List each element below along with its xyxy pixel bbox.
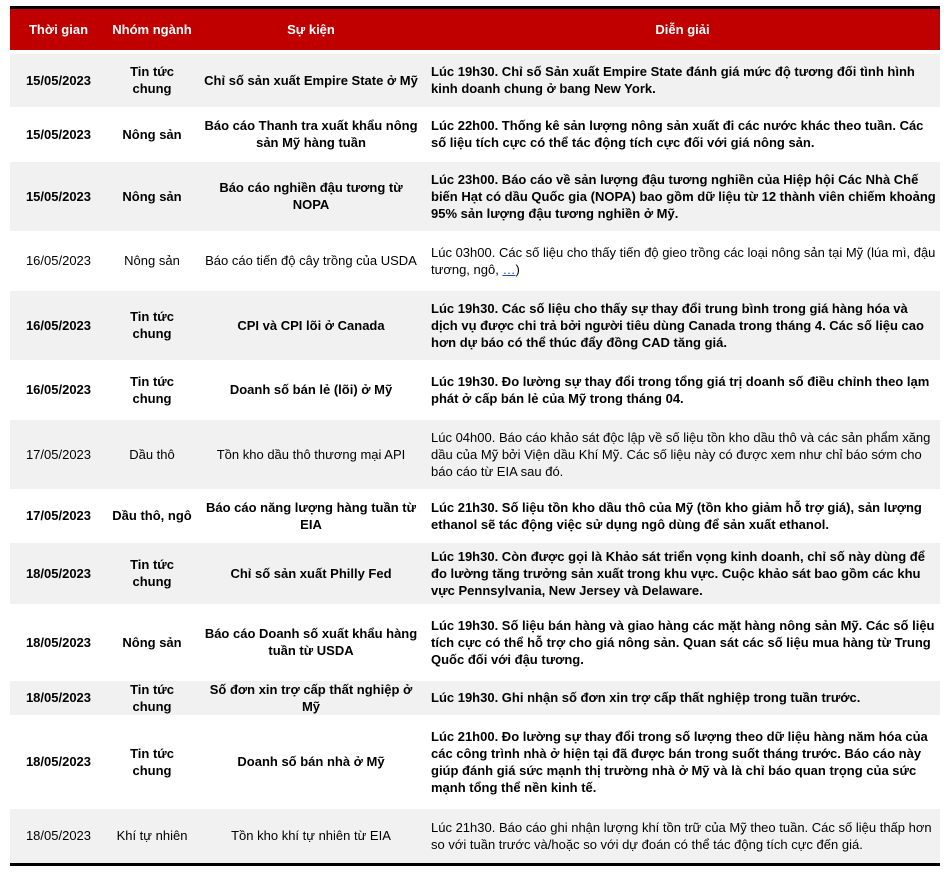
table-row — [10, 289, 940, 362]
row-desc: Lúc 19h30. Còn được gọi là Khảo sát triển vọng kinh doanh, chỉ số này dùng để đo lường tăng trưởng sản xuất trong khu vực. Cuộc khảo sát bao gồm các khu vực Pennsylvania, New Jersey và Delaware. — [425, 541, 940, 606]
table-row — [10, 491, 940, 541]
header-time: Thời gian — [10, 8, 107, 52]
table-header-row — [10, 8, 940, 52]
row-event: Báo cáo tiến độ cây trồng của USDA — [197, 233, 425, 289]
table-row — [10, 418, 940, 491]
row-event: Tồn kho khí tự nhiên từ EIA — [197, 807, 425, 863]
row-event: Tồn kho dầu thô thương mại API — [197, 418, 425, 491]
row-desc — [425, 233, 940, 289]
row-event: Báo cáo Doanh số xuất khẩu hàng tuần từ USDA — [197, 606, 425, 679]
row-date: 18/05/2023 — [10, 717, 107, 807]
row-desc: Lúc 22h00. Thống kê sản lượng nông sản xuất đi các nước khác theo tuần. Các số liệu tích cực có thể tác động tích cực đối với giá nông sản. — [425, 109, 940, 160]
row-group: Khí tự nhiên — [107, 807, 197, 863]
row-event: Số đơn xin trợ cấp thất nghiệp ở Mỹ — [197, 679, 425, 717]
row-desc: Lúc 19h30. Đo lường sự thay đổi trong tổng giá trị doanh số điều chỉnh theo lạm phát ở cấp bán lẻ của Mỹ trong tháng 04. — [425, 362, 940, 418]
row-desc: Lúc 23h00. Báo cáo về sản lượng đậu tương nghiền của Hiệp hội Các Nhà Chế biến Hạt có dầu Quốc gia (NOPA) bao gồm dữ liệu từ 12 thành viên chiếm khoảng 95% sản lượng đậu tương nghiền ở Mỹ. — [425, 160, 940, 233]
row-group: Tin tức chung — [107, 679, 197, 717]
row-event: Báo cáo Thanh tra xuất khẩu nông sản Mỹ hàng tuần — [197, 109, 425, 160]
row-event: Chỉ số sản xuất Empire State ở Mỹ — [197, 52, 425, 109]
row-date: 18/05/2023 — [10, 606, 107, 679]
row-date: 16/05/2023 — [10, 289, 107, 362]
row-date: 16/05/2023 — [10, 233, 107, 289]
header-group: Nhóm ngành — [107, 8, 197, 52]
row-group: Nông sản — [107, 606, 197, 679]
events-table — [10, 6, 940, 863]
row-desc: Lúc 19h30. Các số liệu cho thấy sự thay đổi trung bình trong giá hàng hóa và dịch vụ được chi trả bởi người tiêu dùng Canada trong tháng 4. Các số liệu cao hơn dự báo có thể thúc đẩy đồng CAD tăng giá. — [425, 289, 940, 362]
row-desc: Lúc 21h00. Đo lường sự thay đổi trong số lượng theo dữ liệu hàng năm hóa của các công trình nhà ở hiện tại đã được bán trong suốt tháng trước. Báo cáo này giúp đánh giá sức mạnh thị trường nhà ở Mỹ và là chỉ báo quan trọng của sức mạnh tổng thể nền kinh tế. — [425, 717, 940, 807]
row-event: Doanh số bán lẻ (lõi) ở Mỹ — [197, 362, 425, 418]
table-row — [10, 233, 940, 289]
header-desc: Diễn giải — [425, 8, 940, 52]
row-desc: Lúc 19h30. Chỉ số Sản xuất Empire State đánh giá mức độ tương đối tình hình kinh doanh chung ở bang New York. — [425, 52, 940, 109]
row-event: Chỉ số sản xuất Philly Fed — [197, 541, 425, 606]
row-group: Tin tức chung — [107, 541, 197, 606]
row-date: 17/05/2023 — [10, 418, 107, 491]
row-date: 15/05/2023 — [10, 52, 107, 109]
row-group: Dầu thô, ngô — [107, 491, 197, 541]
table-row — [10, 52, 940, 109]
row-date: 16/05/2023 — [10, 362, 107, 418]
row-desc: Lúc 19h30. Ghi nhận số đơn xin trợ cấp thất nghiệp trong tuần trước. — [425, 679, 940, 717]
row-date: 17/05/2023 — [10, 491, 107, 541]
row-date: 18/05/2023 — [10, 541, 107, 606]
row-date: 15/05/2023 — [10, 160, 107, 233]
row-desc: Lúc 21h30. Báo cáo ghi nhận lượng khí tồn trữ của Mỹ theo tuần. Các số liệu thấp hơn so với tuần trước và/hoặc so với dự đoán có thể tác động tích cực đến giá. — [425, 807, 940, 863]
table-row — [10, 160, 940, 233]
row-event: Doanh số bán nhà ở Mỹ — [197, 717, 425, 807]
table-row — [10, 541, 940, 606]
ellipsis-link[interactable]: … — [502, 261, 516, 277]
row-event: CPI và CPI lõi ở Canada — [197, 289, 425, 362]
row-event: Báo cáo nghiền đậu tương từ NOPA — [197, 160, 425, 233]
table-row — [10, 717, 940, 807]
row-desc: Lúc 19h30. Số liệu bán hàng và giao hàng các mặt hàng nông sản Mỹ. Các số liệu tích cực có thể hỗ trợ cho giá nông sản. Quan sát các số liệu mua hàng từ Trung Quốc đối với đậu tương. — [425, 606, 940, 679]
row-event: Báo cáo năng lượng hàng tuần từ EIA — [197, 491, 425, 541]
row-group: Tin tức chung — [107, 362, 197, 418]
table-row — [10, 109, 940, 160]
row-desc: Lúc 21h30. Số liệu tồn kho dầu thô của Mỹ (tồn kho giảm hỗ trợ giá), sản lượng ethanol sẽ tác động việc sử dụng ngô dùng để sản xuất ethanol. — [425, 491, 940, 541]
bottom-rule — [10, 863, 940, 866]
row-date: 18/05/2023 — [10, 807, 107, 863]
row-date: 15/05/2023 — [10, 109, 107, 160]
row-group: Tin tức chung — [107, 52, 197, 109]
row-group: Tin tức chung — [107, 289, 197, 362]
row-desc-text: Lúc 03h00. Các số liệu cho thấy tiến độ gieo trồng các loại nông sản tại Mỹ (lúa mì, đậu tương, ngô, — [431, 244, 936, 277]
row-group: Tin tức chung — [107, 717, 197, 807]
table-row — [10, 362, 940, 418]
row-group: Dầu thô — [107, 418, 197, 491]
table-row — [10, 606, 940, 679]
row-date: 18/05/2023 — [10, 679, 107, 717]
row-group: Nông sản — [107, 233, 197, 289]
row-group: Nông sản — [107, 160, 197, 233]
row-desc-end: ) — [515, 261, 520, 277]
row-group: Nông sản — [107, 109, 197, 160]
header-event: Sự kiện — [197, 8, 425, 52]
row-desc: Lúc 04h00. Báo cáo khảo sát độc lập về số liệu tồn kho dầu thô và các sản phẩm xăng dầu của Mỹ bởi Viện dầu Khí Mỹ. Các số liệu này có được xem như chỉ báo sớm cho báo cáo từ EIA sau đó. — [425, 418, 940, 491]
table-row — [10, 679, 940, 717]
table-row — [10, 807, 940, 863]
economic-calendar — [10, 6, 940, 866]
